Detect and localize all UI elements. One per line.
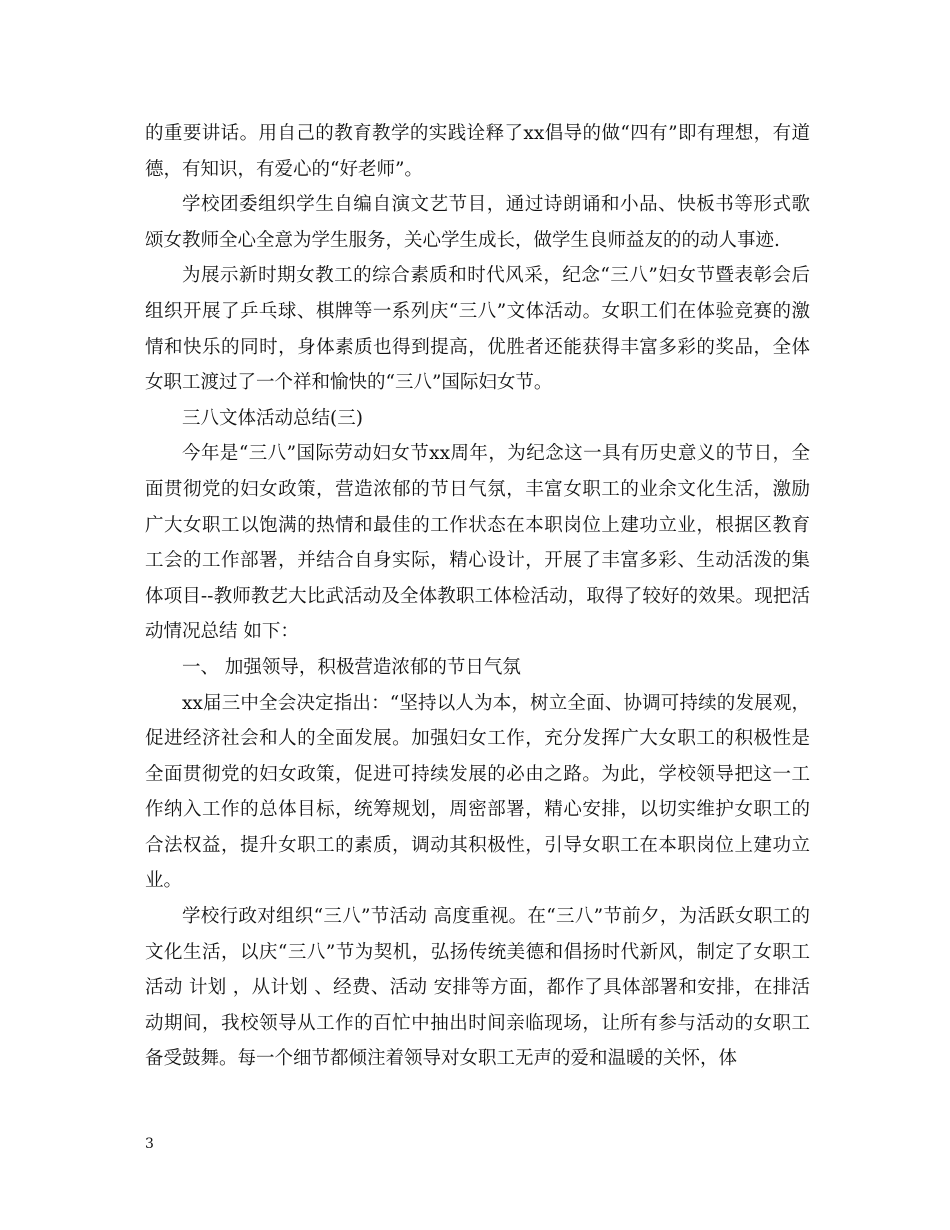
paragraph: 学校团委组织学生自编自演文艺节目，通过诗朗诵和小品、快板书等形式歌颂女教师全心全意为学生服务，关心学生成长，做学生良师益友的的动人事迹. [145, 194, 810, 251]
paragraph: 学校行政对组织“三八”节活动 高度重视。在“三八”节前夕，为活跃女职工的文化生活，以庆“三八”节为契机，弘扬传统美德和倡扬时代新风，制定了女职工活动 计划 ，从计划 、经费、活动 安排等方面，都作了具体部署和安排，在排活动期间，我校领导从工作的百忙中抽出时间亲临现场，让所有参与活动的女职工备受鼓舞。每一个细节都倾注着领导对女职工无声的爱和温暖的关怀，体 [145, 906, 810, 1070]
paragraph: 的重要讲话。用自己的教育教学的实践诠释了xx倡导的做“四有”即有理想，有道德，有知识，有爱心的“好老师”。 [145, 123, 810, 180]
section-heading: 三八文体活动总结(三) [182, 407, 363, 429]
paragraph: xx届三中全会决定指出：“坚持以人为本，树立全面、协调可持续的发展观，促进经济社会和人的全面发展。加强妇女工作，充分发挥广大女职工的积极性是全面贯彻党的妇女政策，促进可持续发展的必由之路。为此，学校领导把这一工作纳入工作的总体目标，统筹规划，周密部署，精心安排，以切实维护女职工的合法权益，提升女职工的素质，调动其积极性，引导女职工在本职岗位上建功立业。 [145, 692, 810, 892]
subsection-heading: 一、 加强领导，积极营造浓郁的节日气氛 [182, 656, 521, 678]
document-body [145, 116, 810, 1077]
paragraph: 今年是“三八”国际劳动妇女节xx周年，为纪念这一具有历史意义的节日，全面贯彻党的妇女政策，营造浓郁的节日气氛，丰富女职工的业余文化生活，激励广大女职工以饱满的热情和最佳的工作状态在本职岗位上建功立业，根据区教育工会的工作部署，并结合自身实际，精心设计，开展了丰富多彩、生动活泼的集体项目--教师教艺大比武活动及全体教职工体检活动，取得了较好的效果。现把活动情况总结 如下： [145, 443, 810, 643]
paragraph: 为展示新时期女教工的综合素质和时代风采，纪念“三八”妇女节暨表彰会后组织开展了乒乓球、棋牌等一系列庆“三八”文体活动。女职工们在体验竞赛的激情和快乐的同时，身体素质也得到提高，优胜者还能获得丰富多彩的奖品，全体女职工渡过了一个祥和愉快的“三八”国际妇女节。 [145, 265, 810, 394]
page-number: 3 [145, 1136, 154, 1152]
